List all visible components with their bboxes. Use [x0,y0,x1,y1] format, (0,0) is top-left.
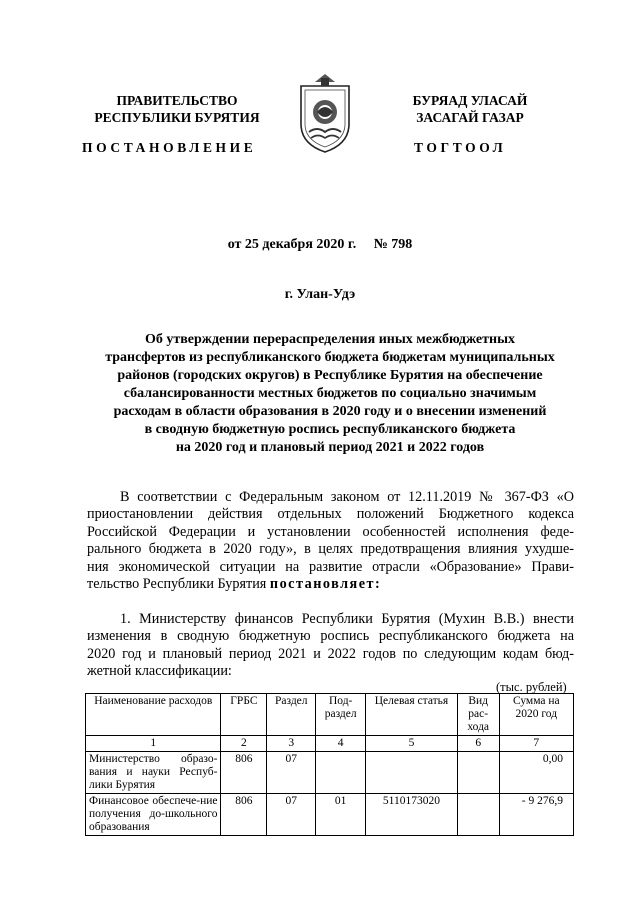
column-number: 2 [221,736,267,752]
row-summa: 0,00 [499,752,573,794]
paragraph-line: жетной классификации: [87,663,232,680]
title-line: сбалансированности местных бюджетов по социально значимым [123,386,537,401]
row-grbs: 806 [221,794,267,836]
paragraph-line-text: тельство Республики Бурятия [87,576,270,593]
row-podrazdel: 01 [316,794,366,836]
paragraph-line: изменения в сводную бюджетную роспись республиканского бюджета на [87,628,574,645]
table-units: (тыс. рублей) [496,680,567,694]
column-number: 6 [457,736,499,752]
header-right-line: БУРЯАД УЛАСАЙ [412,93,528,108]
city: г. Улан-Удэ [284,287,356,302]
column-number: 3 [267,736,316,752]
coat-of-arms-emblem [295,72,355,154]
header-cell: Наименование расходов [86,694,221,736]
date-line [0,237,640,253]
header-left-line: ПРАВИТЕЛЬСТВО [116,93,238,108]
paragraph-line: приостановлении действия отдельных положений Бюджетного кодекса [87,506,574,523]
doc-type-left: ПОСТАНОВЛЕНИЕ [82,140,257,155]
header-cell: Сумма на 2020 год [499,694,573,736]
column-number: 4 [316,736,366,752]
title-line: в сводную бюджетную роспись республиканского бюджета [144,422,516,437]
header-right-line: ЗАСАГАЙ ГАЗАР [416,110,524,125]
column-number: 1 [86,736,221,752]
row-name: Министерство образо-вания и науки Респуб-лики Бурятия [86,752,221,794]
header-cell: ГРБС [221,694,267,736]
budget-classification-table [85,693,574,836]
table-header-row [86,694,574,736]
document-number: № 798 [373,237,413,252]
resolves-keyword: постановляет: [269,576,382,593]
header-left-line: РЕСПУБЛИКИ БУРЯТИЯ [94,110,260,125]
row-summa: - 9 276,9 [499,794,573,836]
table-row [86,752,574,794]
paragraph-last-line [87,576,574,593]
header-right [370,92,570,126]
document-title [80,331,580,457]
paragraph-line: ния экономической ситуации на развитие отрасли «Образование» Прави- [87,558,574,575]
header-left [72,92,282,126]
paragraph-line: 1. Министерству финансов Республики Бурятия (Мухин В.В.) внести [120,611,574,627]
row-podrazdel [316,752,366,794]
row-vid [457,752,499,794]
header-cell: Под-раздел [316,694,366,736]
header-cell: Раздел [267,694,316,736]
row-celevaya: 5110173020 [366,794,458,836]
row-vid [457,794,499,836]
title-line: районов (городских округов) в Республике Бурятия на обеспечение [117,368,543,383]
row-razdel: 07 [267,794,316,836]
title-line: Об утверждении перераспределения иных межбюджетных [144,332,516,347]
item-1-paragraph [87,611,574,681]
preamble-paragraph [87,489,574,593]
paragraph-line: В соответствии с Федеральным законом от 12.11.2019 № 367-ФЗ «О [120,489,574,505]
doc-type-right: ТОГТООЛ [414,140,507,155]
title-line: расходам в области образования в 2020 году и о внесении изменений [113,404,547,419]
row-celevaya [366,752,458,794]
column-number: 7 [499,736,573,752]
column-number-row [86,736,574,752]
paragraph-line: Российской Федерации и установлении особенностей исполнения феде- [87,523,574,540]
row-grbs: 806 [221,752,267,794]
title-line: на 2020 год и плановый период 2021 и 2022 годов [175,440,485,455]
column-number: 5 [366,736,458,752]
header-cell: Целевая статья [366,694,458,736]
header-cell: Вид рас-хода [457,694,499,736]
document-date: от 25 декабря 2020 г. [227,237,357,252]
paragraph-line: 2020 год и плановый период 2021 и 2022 годов по следующим кодам бюд- [87,645,574,662]
row-name: Финансовое обеспече-ние получения до-школьного образования [86,794,221,836]
paragraph-line: рального бюджета в 2020 году», в целях предотвращения влияния ухудше- [87,541,574,558]
table-row [86,794,574,836]
row-razdel: 07 [267,752,316,794]
title-line: трансфертов из республиканского бюджета бюджетам муниципальных [105,350,555,365]
